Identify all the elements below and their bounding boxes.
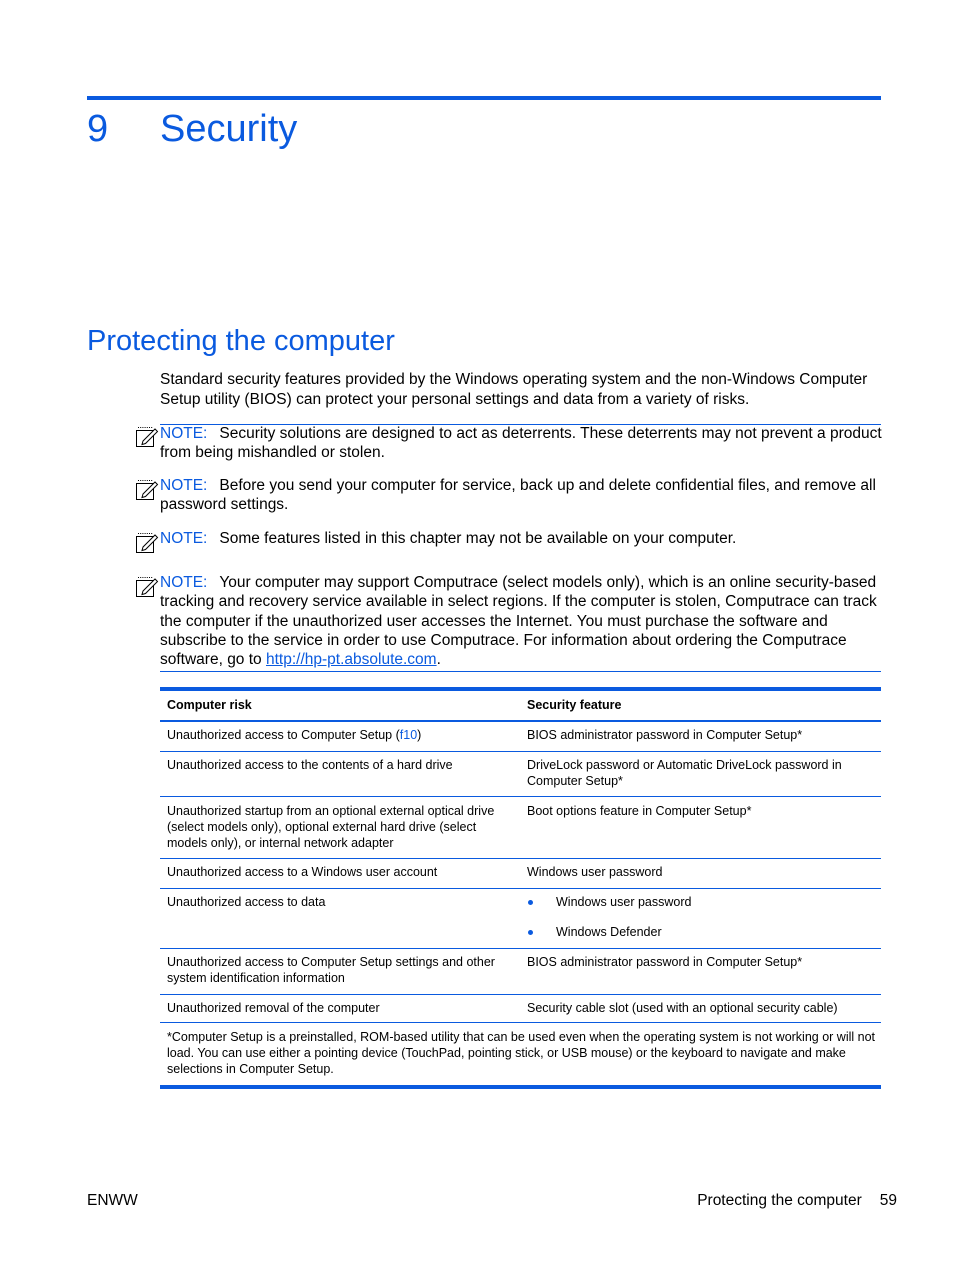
footer-left: ENWW (87, 1192, 138, 1209)
note-label: NOTE: (160, 477, 208, 494)
f10-key: f10 (399, 728, 418, 742)
chapter-title (87, 104, 297, 154)
page-number: 59 (879, 1192, 897, 1209)
table-cell-feature: DriveLock password or Automatic DriveLock password in Computer Setup* (527, 758, 842, 788)
chapter-title-text: Security (160, 108, 298, 150)
table-footnote: *Computer Setup is a preinstalled, ROM-based utility that can be used even when the operating system is not working or will not load. You can use either a pointing device (TouchPad, pointing stick, or USB mouse) or the keyboard to navigate and make selections in Computer Setup. (167, 1030, 876, 1076)
note-2 (160, 476, 885, 515)
bullet-dot (528, 900, 533, 905)
table-cell-feature: Security cable slot (used with an optional security cable) (527, 1001, 838, 1015)
chapter-rule (87, 96, 881, 100)
intro-paragraph: Standard security features provided by the Windows operating system and the non-Windows Computer Setup utility (BIOS) can protect your personal settings and data from a variety of risks. (160, 371, 868, 408)
table-row-rule (160, 751, 881, 752)
note-text: Security solutions are designed to act as deterrents. These deterrents may not prevent a product from being mishandled or stolen. (160, 425, 882, 462)
note-label: NOTE: (160, 425, 208, 442)
table-header-rule (160, 720, 881, 722)
table-cell-feature: BIOS administrator password in Computer Setup* (527, 728, 803, 742)
note-4 (160, 573, 885, 669)
table-cell-feature: BIOS administrator password in Computer Setup* (527, 955, 803, 969)
table-cell-risk (167, 727, 512, 743)
section-title: Protecting the computer (87, 325, 395, 357)
note-pencil-icon (135, 576, 159, 598)
computrace-link[interactable]: http://hp-pt.absolute.com (265, 651, 437, 669)
footer-right (600, 1191, 897, 1211)
table-cell-risk: Unauthorized startup from an optional external optical drive (select models only), optional external hard drive (select models only), or internal network adapter (167, 804, 495, 850)
table-cell-risk: Unauthorized access to the contents of a hard drive (167, 758, 453, 772)
note-text: Your computer may support Computrace (select models only), which is an online security-based tracking and recovery service available in select regions. If the computer is stolen, Computrace can track the computer if the unauthorized user accesses the Internet. You must purchase the software and subscribe to the service in order to use Computrace. For information about ordering the Computrace software, go to (160, 574, 877, 669)
table-header-feature: Security feature (527, 698, 622, 712)
table-top-rule (160, 687, 881, 691)
note-pencil-icon (135, 532, 159, 554)
table-cell-risk: Unauthorized access to Computer Setup settings and other system identification information (167, 955, 495, 985)
table-cell-risk: Unauthorized access to a Windows user account (167, 865, 438, 879)
bullet-dot (528, 930, 533, 935)
table-cell-feature: Windows user password (527, 865, 663, 879)
table-row-rule (160, 948, 881, 949)
note-1 (160, 424, 885, 463)
note-label: NOTE: (160, 574, 208, 591)
table-bottom-rule (160, 1085, 881, 1089)
table-cell-risk: Unauthorized access to data (167, 895, 326, 909)
table-row-rule (160, 888, 881, 889)
risk-text: Unauthorized access to Computer Setup ( (167, 728, 400, 742)
note-pencil-icon (135, 479, 159, 501)
table-bullet-item: Windows user password (556, 895, 692, 909)
footer-section: Protecting the computer (697, 1192, 862, 1209)
table-row-rule (160, 858, 881, 859)
note-text: Before you send your computer for service, back up and delete confidential files, and remove all password settings. (160, 477, 876, 514)
note-text-end: . (436, 651, 441, 669)
note-text: Some features listed in this chapter may not be available on your computer. (219, 530, 737, 547)
table-row-rule (160, 994, 881, 995)
table-row-rule (160, 796, 881, 797)
chapter-number: 9 (87, 108, 109, 150)
table-header-risk: Computer risk (167, 698, 252, 712)
table-row-rule (160, 1022, 881, 1023)
risk-text-end: ) (417, 728, 422, 742)
note-pencil-icon (135, 426, 159, 448)
table-cell-risk: Unauthorized removal of the computer (167, 1001, 380, 1015)
note-rule (160, 671, 881, 672)
note-label: NOTE: (160, 530, 208, 547)
note-3 (160, 529, 885, 548)
table-bullet-item: Windows Defender (556, 925, 662, 939)
table-cell-feature: Boot options feature in Computer Setup* (527, 804, 752, 818)
